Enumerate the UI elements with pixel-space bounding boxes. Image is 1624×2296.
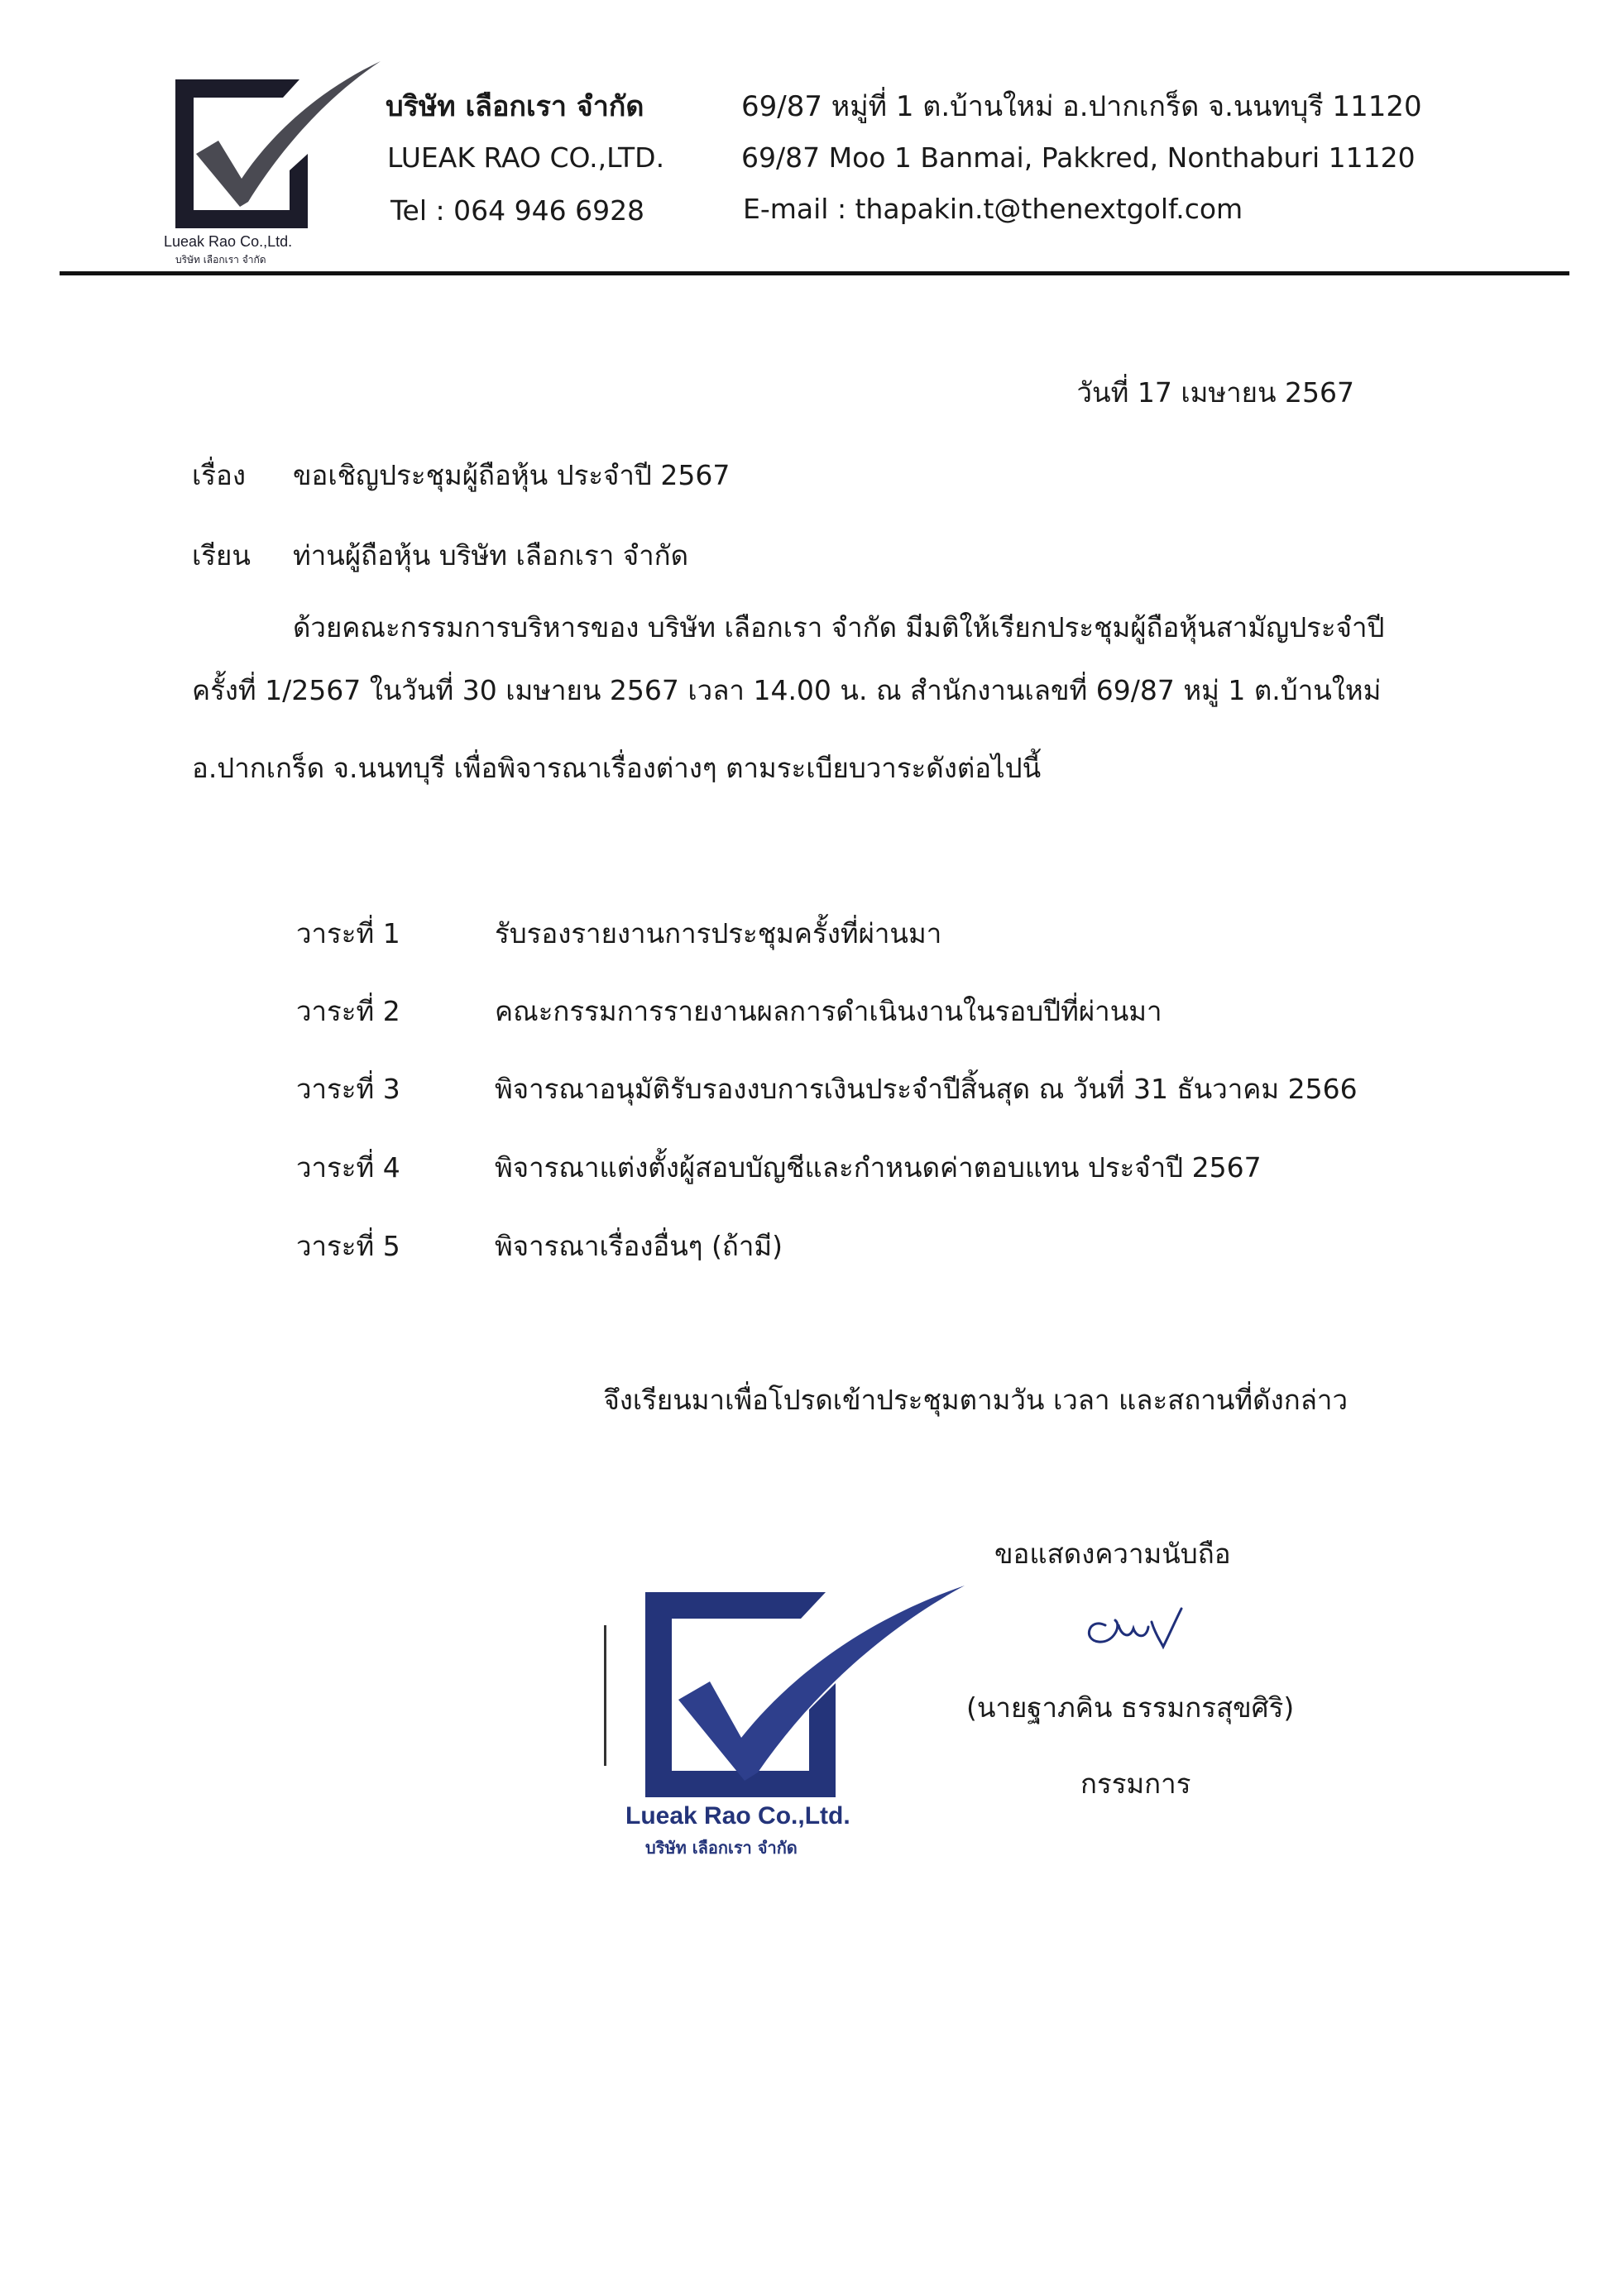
agenda-item: พิจารณาแต่งตั้งผู้สอบบัญชีและกำหนดค่าตอบแทน ประจำปี 2567 xyxy=(495,1151,1262,1184)
company-name-thai: บริษัท เลือกเรา จำกัด xyxy=(386,90,644,123)
agenda-item: พิจารณาอนุมัติรับรองงบการเงินประจำปีสิ้นสุด ณ วันที่ 31 ธันวาคม 2566 xyxy=(495,1073,1358,1105)
company-email: E-mail : thapakin.t@thenextgolf.com xyxy=(743,193,1243,225)
signer-title: กรรมการ xyxy=(1080,1767,1191,1800)
subject-label: เรื่อง xyxy=(192,459,246,491)
recipient-label: เรียน xyxy=(192,539,251,572)
agenda-item: คณะกรรมการรายงานผลการดำเนินงานในรอบปีที่ผ่านมา xyxy=(495,995,1162,1027)
agenda-item: พิจารณาเรื่องอื่นๆ (ถ้ามี) xyxy=(495,1230,783,1262)
company-address-thai: 69/87 หมู่ที่ 1 ต.บ้านใหม่ อ.ปากเกร็ด จ.นนทบุรี 11120 xyxy=(741,90,1422,123)
company-phone: Tel : 064 946 6928 xyxy=(390,194,645,227)
svg-text:บริษัท เลือกเรา จำกัด: บริษัท เลือกเรา จำกัด xyxy=(645,1838,798,1858)
signer-name: (นายฐาภคิน ธรรมกรสุขศิริ) xyxy=(966,1691,1295,1724)
svg-text:Lueak Rao Co.,Ltd.: Lueak Rao Co.,Ltd. xyxy=(625,1802,850,1830)
letter-date: วันที่ 17 เมษายน 2567 xyxy=(1076,376,1354,409)
company-address-english: 69/87 Moo 1 Banmai, Pakkred, Nonthaburi 11120 xyxy=(741,141,1416,174)
svg-text:Lueak Rao Co.,Ltd.: Lueak Rao Co.,Ltd. xyxy=(164,233,293,250)
letterhead-divider xyxy=(60,271,1569,275)
closing-sentence: จึงเรียนมาเพื่อโปรดเข้าประชุมตามวัน เวลา และสถานที่ดังกล่าว xyxy=(603,1384,1348,1416)
company-stamp xyxy=(596,1576,970,1875)
svg-text:บริษัท เลือกเรา จำกัด: บริษัท เลือกเรา จำกัด xyxy=(175,254,266,265)
subject-text: ขอเชิญประชุมผู้ถือหุ้น ประจำปี 2567 xyxy=(293,459,731,491)
body-paragraph-line: ด้วยคณะกรรมการบริหารของ บริษัท เลือกเรา จำกัด มีมติให้เรียกประชุมผู้ถือหุ้นสามัญประจำปี xyxy=(293,611,1385,643)
regards-text: ขอแสดงความนับถือ xyxy=(994,1538,1231,1570)
agenda-number: วาระที่ 5 xyxy=(296,1230,400,1262)
company-logo xyxy=(159,55,389,268)
agenda-item: รับรองรายงานการประชุมครั้งที่ผ่านมา xyxy=(495,917,942,949)
agenda-number: วาระที่ 3 xyxy=(296,1073,400,1105)
agenda-number: วาระที่ 1 xyxy=(296,917,400,949)
body-paragraph-line: ครั้งที่ 1/2567 ในวันที่ 30 เมษายน 2567 เวลา 14.00 น. ณ สำนักงานเลขที่ 69/87 หมู่ 1 ต.บ้านใหม่ xyxy=(192,674,1382,706)
company-name-english: LUEAK RAO CO.,LTD. xyxy=(387,141,665,174)
agenda-number: วาระที่ 2 xyxy=(296,995,400,1027)
body-paragraph-line: อ.ปากเกร็ด จ.นนทบุรี เพื่อพิจารณาเรื่องต่างๆ ตามระเบียบวาระดังต่อไปนี้ xyxy=(192,752,1042,784)
handwritten-signature xyxy=(1072,1592,1221,1658)
recipient-text: ท่านผู้ถือหุ้น บริษัท เลือกเรา จำกัด xyxy=(293,539,689,572)
agenda-number: วาระที่ 4 xyxy=(296,1151,400,1184)
